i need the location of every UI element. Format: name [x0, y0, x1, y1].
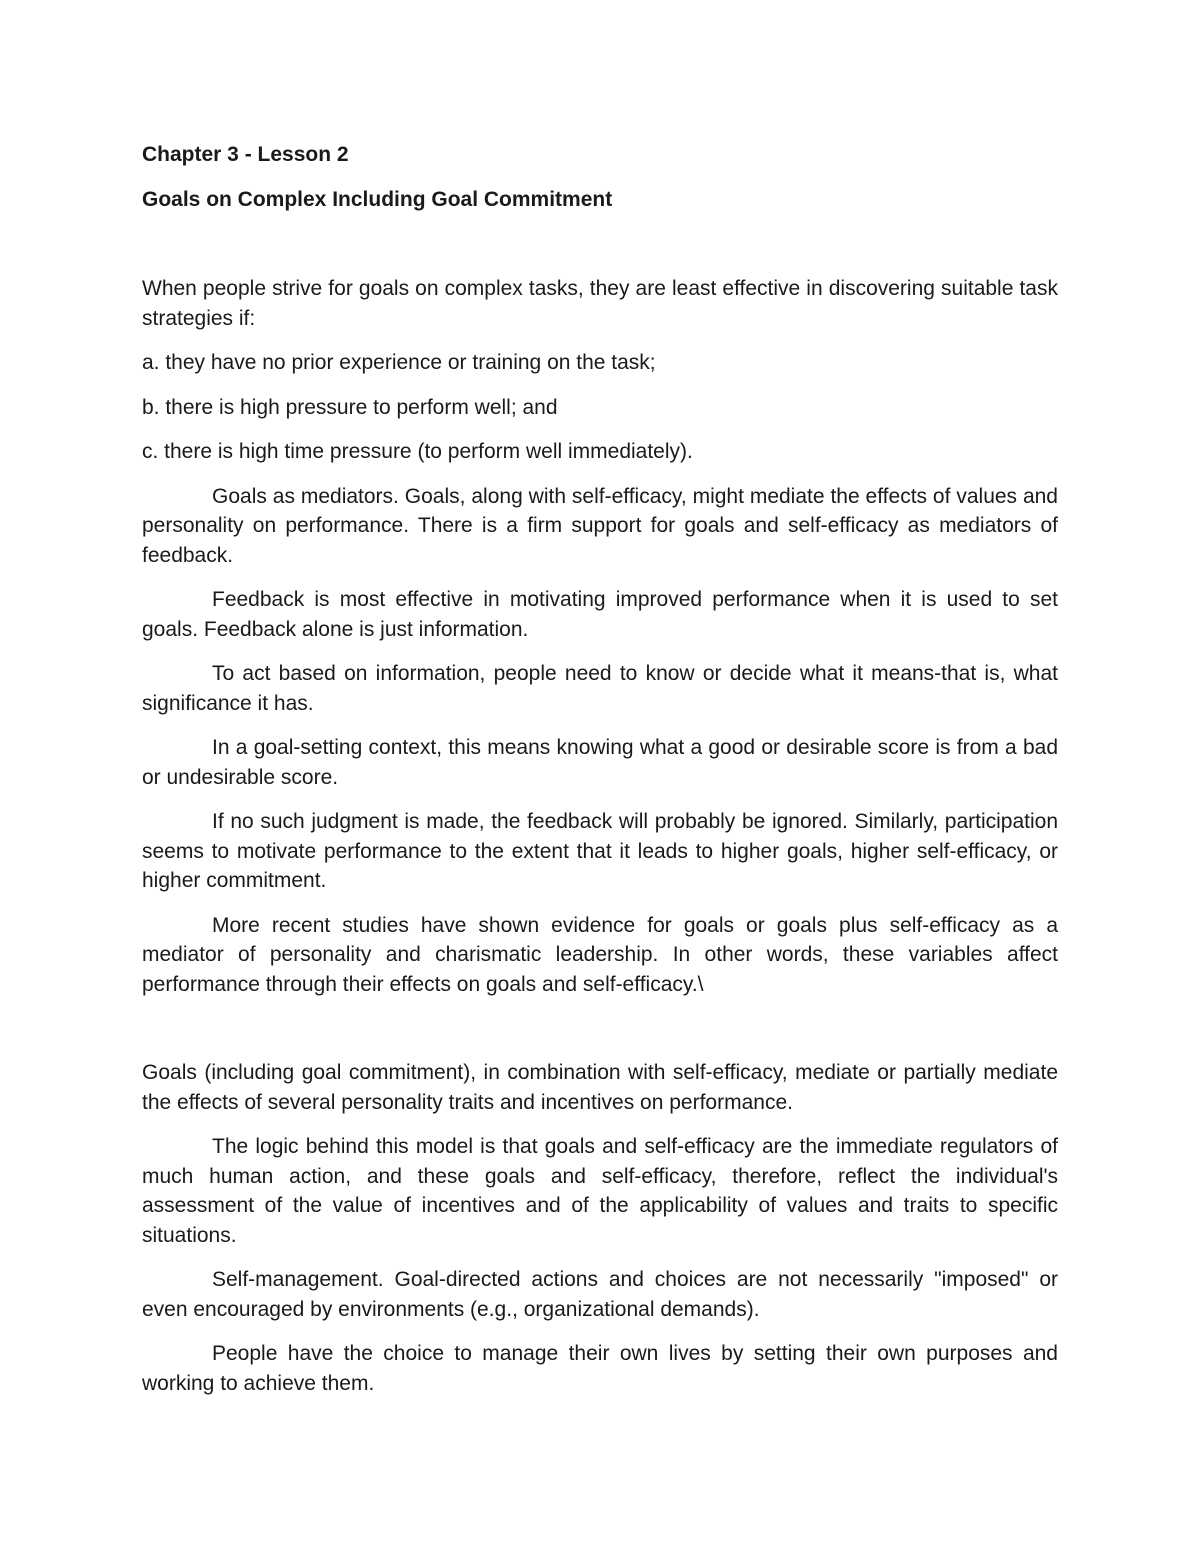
section-heading: Goals on Complex Including Goal Commitment [142, 188, 613, 211]
body-paragraph: Self-management. Goal-directed actions and choices are not necessarily "imposed" or even encouraged by environments (e.g., organizational demands). [142, 1268, 1058, 1321]
body-paragraph: The logic behind this model is that goals and self-efficacy are the immediate regulators of much human action, and these goals and self-efficacy, therefore, reflect the individual's assessment of the value of incentives and of the applicability of values and traits to specific situations. [142, 1135, 1058, 1247]
list-item: a. they have no prior experience or training on the task; [142, 351, 656, 374]
body-paragraph: If no such judgment is made, the feedback will probably be ignored. Similarly, participation seems to motivate performance to the extent that it leads to higher goals, higher self-efficacy, or higher commitment. [142, 810, 1058, 892]
list-item: c. there is high time pressure (to perform well immediately). [142, 440, 693, 463]
chapter-heading: Chapter 3 - Lesson 2 [142, 143, 349, 166]
intro-paragraph: When people strive for goals on complex tasks, they are least effective in discovering suitable task strategies if: [142, 277, 1058, 330]
body-paragraph: More recent studies have shown evidence for goals or goals plus self-efficacy as a mediator of personality and charismatic leadership. In other words, these variables affect performance through their effects on goals and self-efficacy.\ [142, 913, 1058, 996]
body-paragraph: Feedback is most effective in motivating improved performance when it is used to set goals. Feedback alone is just information. [142, 588, 1058, 641]
body-paragraph: Goals as mediators. Goals, along with self-efficacy, might mediate the effects of values and personality on performance. There is a firm support for goals and self-efficacy as mediators of feedback. [142, 484, 1058, 567]
body-paragraph: To act based on information, people need to know or decide what it means-that is, what significance it has. [142, 662, 1058, 715]
document-page [142, 140, 1058, 1413]
body-paragraph: People have the choice to manage their own lives by setting their own purposes and working to achieve them. [142, 1342, 1058, 1395]
list-item: b. there is high pressure to perform well; and [142, 395, 558, 419]
body-paragraph: In a goal-setting context, this means knowing what a good or desirable score is from a bad or undesirable score. [142, 736, 1058, 789]
summary-paragraph: Goals (including goal commitment), in combination with self-efficacy, mediate or partially mediate the effects of several personality traits and incentives on performance. [142, 1061, 1058, 1114]
